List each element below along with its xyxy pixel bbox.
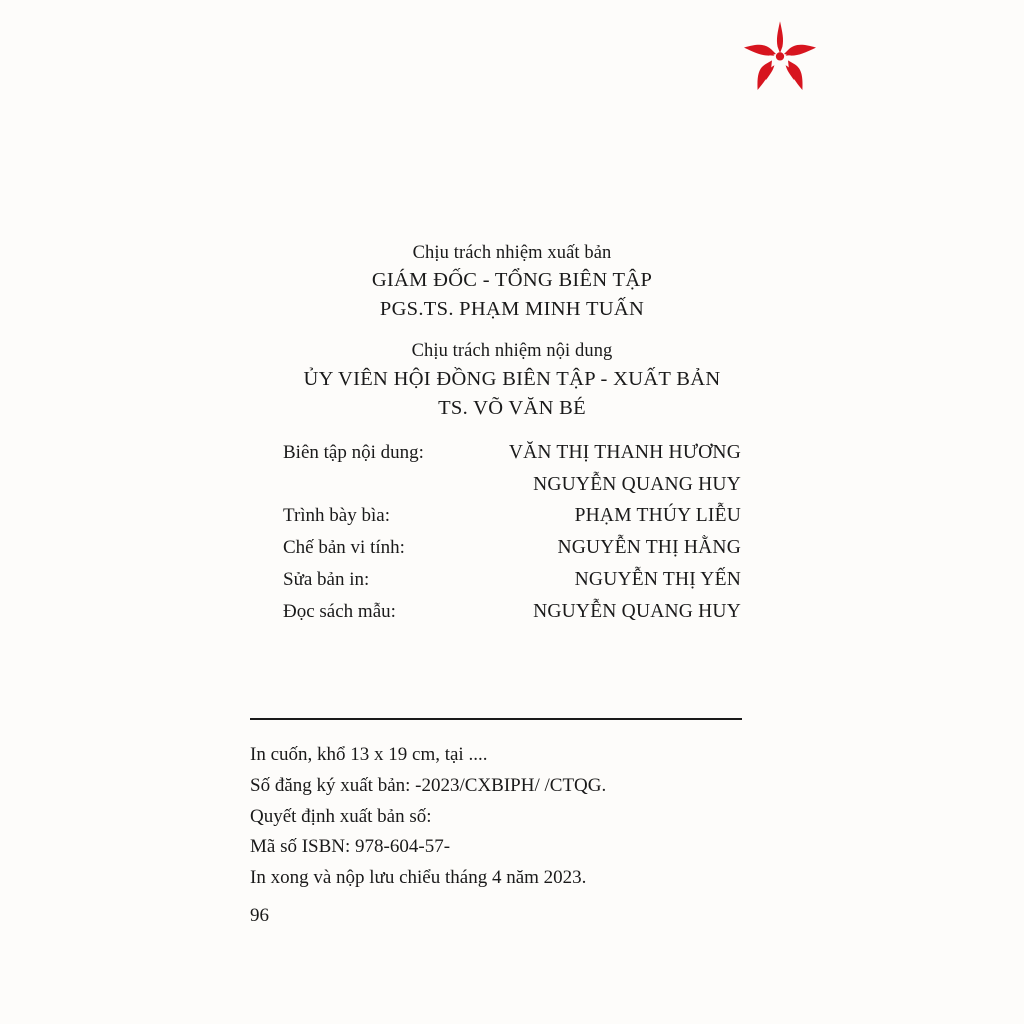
colophon-block — [250, 740, 870, 894]
credit-value: NGUYỄN QUANG HUY — [533, 600, 741, 622]
credit-value: VĂN THỊ THANH HƯƠNG — [508, 442, 741, 463]
page-number: 96 — [250, 905, 269, 926]
credit-value: NGUYỄN QUANG HUY — [533, 473, 741, 495]
credit-label: Sửa bản in: — [283, 568, 370, 590]
colophon-line: Quyết định xuất bản số: — [250, 805, 432, 827]
credit-row — [0, 437, 1024, 469]
credit-row — [0, 564, 1024, 596]
content-responsibility-label: Chịu trách nhiệm nội dung — [411, 341, 613, 362]
credit-value: NGUYỄN THỊ YẾN — [574, 568, 741, 590]
credit-label: Chế bản vi tính: — [283, 537, 405, 559]
publishing-responsibility-title: GIÁM ĐỐC - TỔNG BIÊN TẬP — [371, 269, 653, 292]
credit-label: Đọc sách mẫu: — [283, 600, 396, 622]
colophon-line: In cuốn, khổ 13 x 19 cm, tại .... — [250, 744, 488, 765]
credit-value: NGUYỄN THỊ HẰNG — [557, 537, 741, 559]
colophon-line: Số đăng ký xuất bản: -2023/CXBIPH/ /CTQG. — [250, 774, 607, 796]
colophon-line: Mã số ISBN: 978-604-57- — [250, 836, 451, 858]
imprint-spacer — [0, 324, 1024, 338]
credit-label: Trình bày bìa: — [283, 505, 390, 527]
publishing-responsibility-label: Chịu trách nhiệm xuất bản — [412, 243, 612, 263]
colophon-line: In xong và nộp lưu chiểu tháng 4 năm 2023. — [250, 867, 587, 889]
content-responsibility-title: ỦY VIÊN HỘI ĐỒNG BIÊN TẬP - XUẤT BẢN — [303, 367, 721, 390]
credit-row — [0, 596, 1024, 628]
credit-row — [0, 500, 1024, 532]
credit-value: PHẠM THÚY LIỄU — [574, 505, 741, 527]
credit-row — [0, 532, 1024, 564]
red-star-burst-logo — [740, 18, 820, 98]
credit-row — [0, 469, 1024, 501]
section-divider — [250, 718, 742, 720]
publishing-responsibility-name: PGS.TS. PHẠM MINH TUẤN — [379, 298, 645, 321]
credits-list — [0, 437, 1024, 627]
content-responsibility-name: TS. VÕ VĂN BÉ — [438, 396, 586, 419]
credit-label: Biên tập nội dung: — [283, 442, 424, 463]
imprint-block — [0, 240, 1024, 423]
